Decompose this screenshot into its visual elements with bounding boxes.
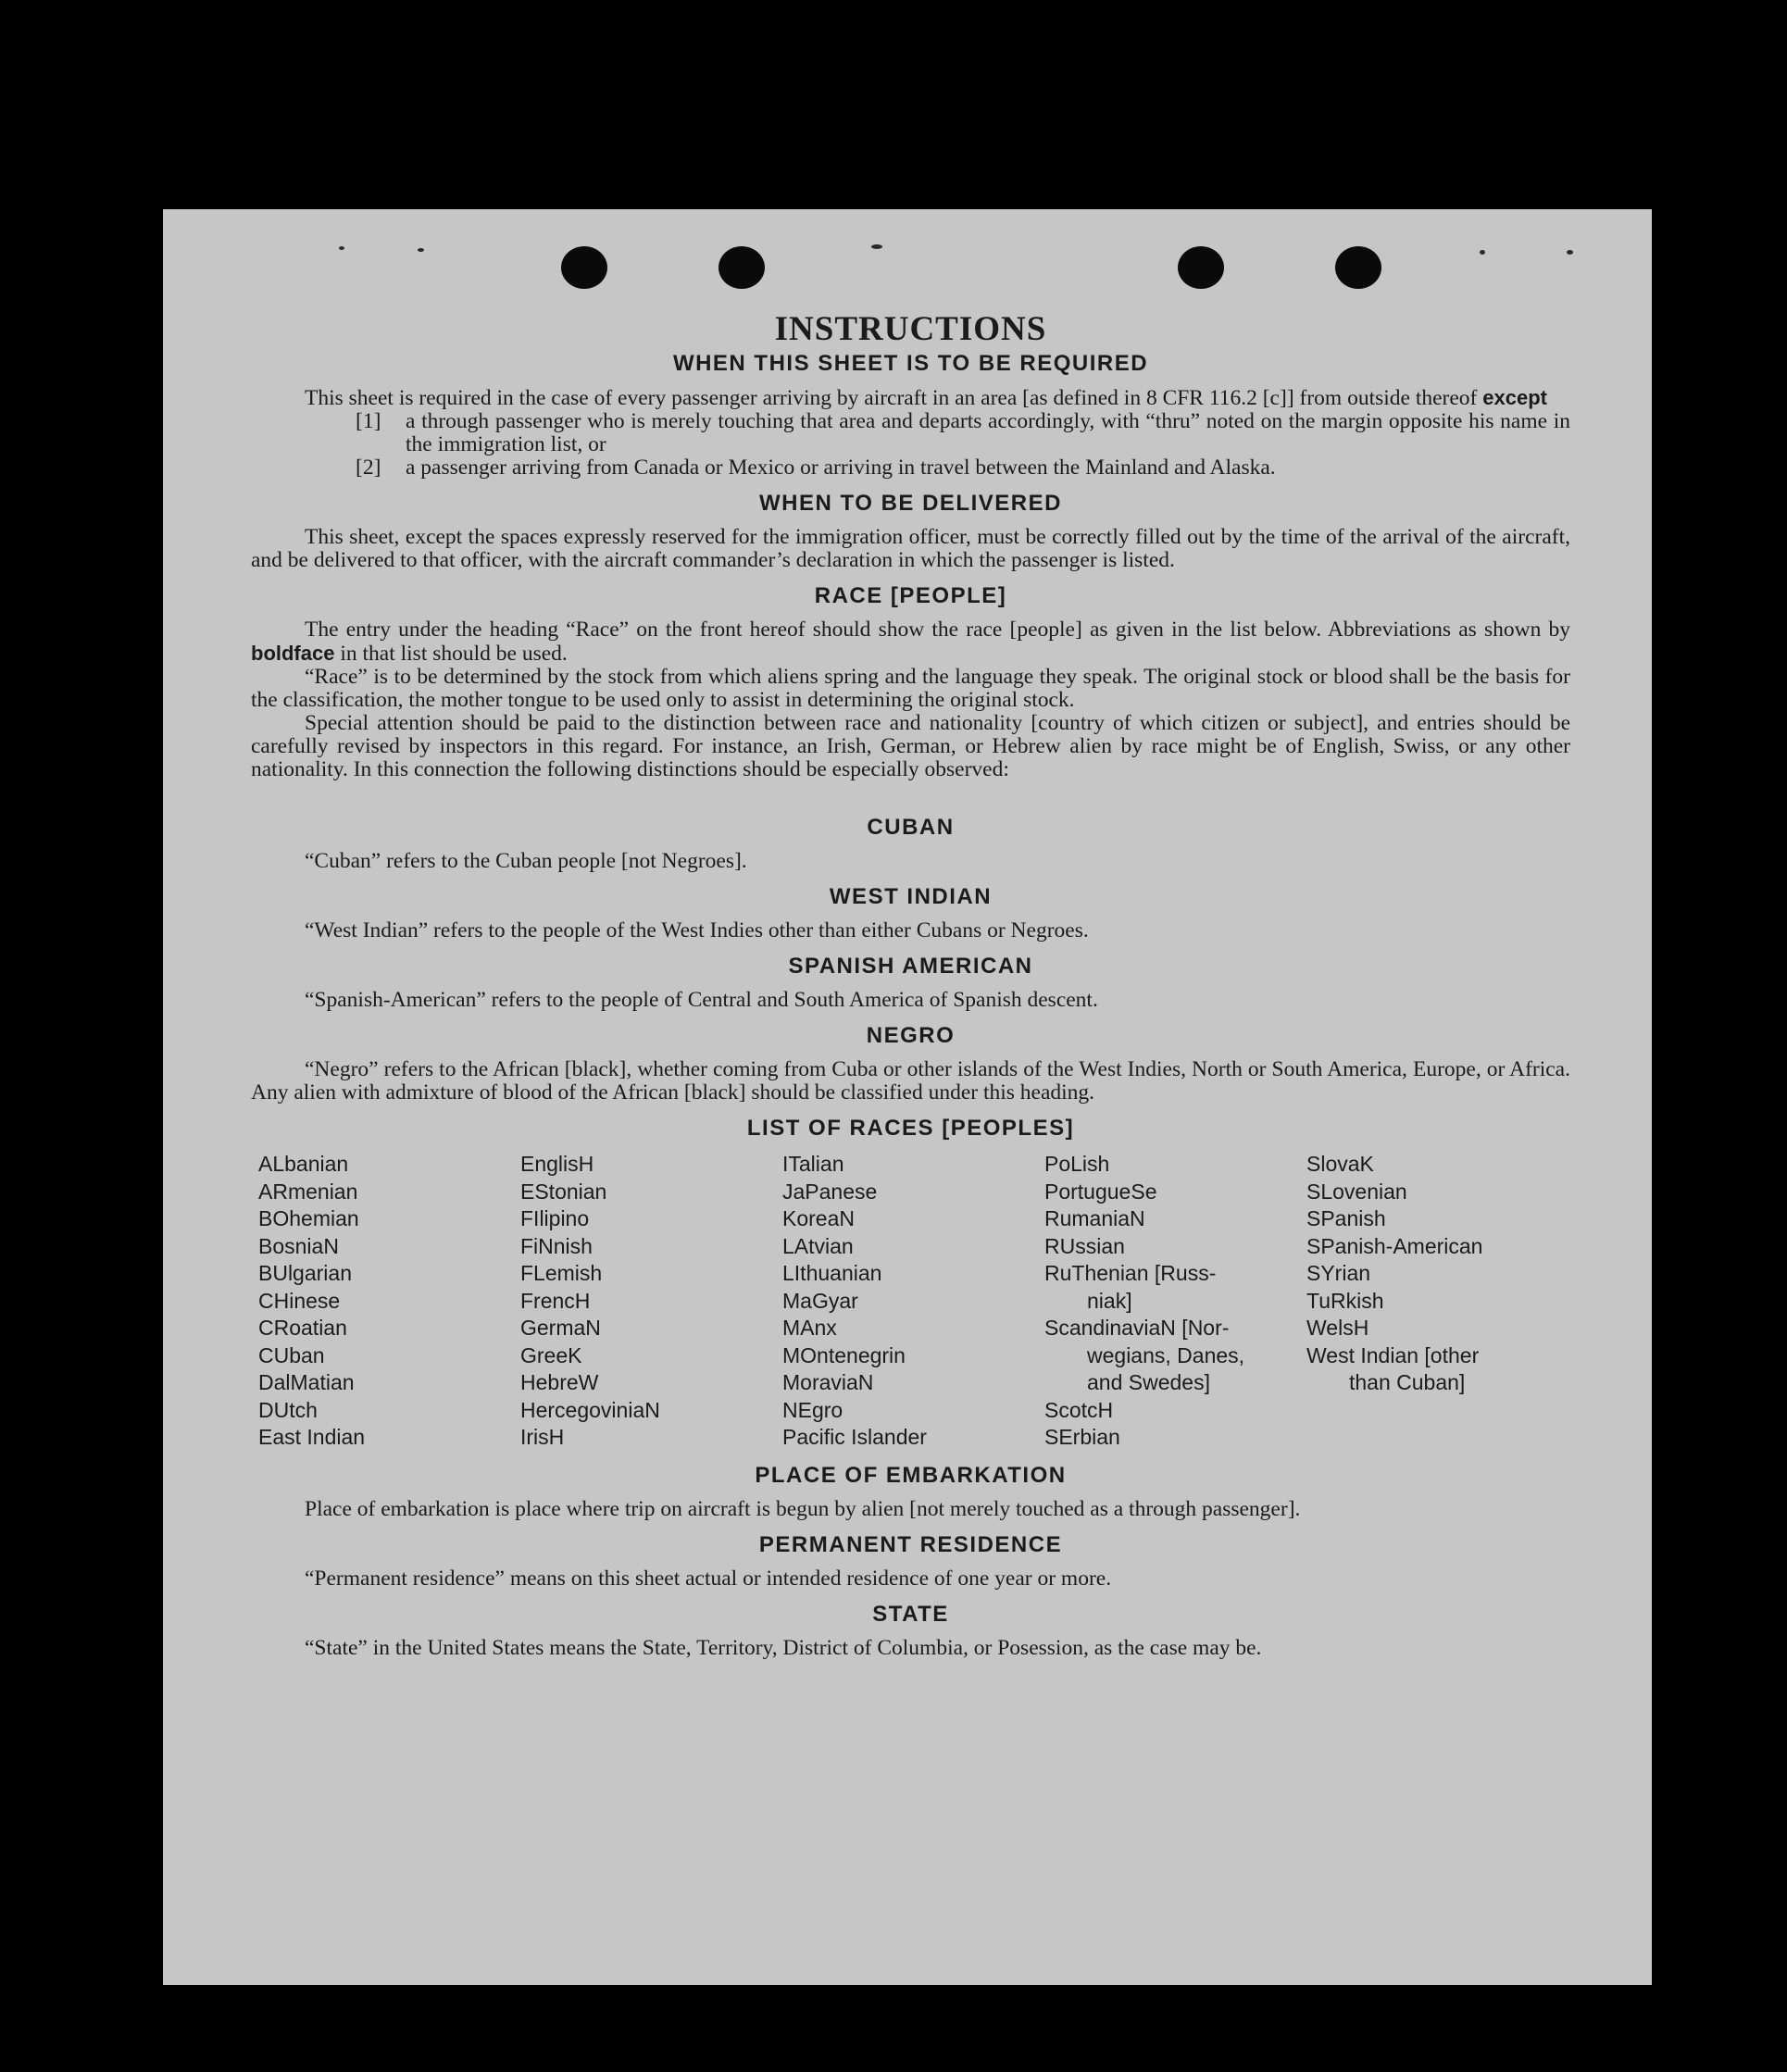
heading-spanish-american: SPANISH AMERICAN [788,954,1033,979]
exception-text: a through passenger who is merely touching that area and departs accordingly, with “thru” noted on the margin opposite his name in the immigration list, or [406,409,1570,456]
race-entry: CUban [258,1342,325,1367]
race-entry-continuation: than Cuban] [1349,1370,1466,1394]
permanent-residence-text: “Permanent residence” means on this sheet actual or intended residence of one year or more. [305,1566,1112,1591]
heading-embarkation: PLACE OF EMBARKATION [755,1462,1067,1488]
race-p1-after: in that list should be used. [340,642,568,666]
exception-number: [2] [356,456,381,480]
race-entry: HercegoviniaN [520,1397,660,1422]
paper-speck [1480,250,1485,255]
race-entry: WelsH [1306,1316,1369,1340]
when-delivered-text: This sheet, except the spaces expressly reserved for the immigration officer, must be correctly filled out by the time of the arrival of the aircraft, and be delivered to that officer, with the aircraft commander’s declaration in which the passenger is listed. [251,525,1570,572]
when-required-intro-text: This sheet is required in the case of every passenger arriving by aircraft in an area [as defined in 8 CFR 116.2 [c]] from outside thereof [305,386,1478,410]
race-entry: SPanish-American [1306,1233,1483,1258]
heading-list-of-races: LIST OF RACES [PEOPLES] [746,1116,1075,1141]
races-column-4 [1044,1151,1306,1452]
heading-state: STATE [872,1601,949,1627]
race-entry: SErbian [1044,1425,1120,1449]
race-entry: East Indian [258,1425,366,1449]
race-entry: KoreaN [782,1206,855,1230]
race-p1-before: The entry under the heading “Race” on the front hereof should show the race [people] as given in the list below. Abbreviations as shown by [305,618,1570,642]
race-entry: West Indian [other [1306,1342,1480,1367]
race-entry-continuation: niak] [1087,1288,1132,1313]
punch-hole [1335,246,1381,289]
race-entry: ScandinaviaN [Nor- [1044,1316,1230,1340]
race-entry: SlovaK [1306,1152,1374,1176]
race-entry: RumaniaN [1044,1206,1145,1230]
keyword-boldface: boldface [251,642,335,665]
heading-west-indian: WEST INDIAN [829,884,993,909]
exception-item-1 [356,410,1570,456]
heading-when-required: WHEN THIS SHEET IS TO BE REQUIRED [672,351,1149,376]
race-entry-continuation: wegians, Danes, [1087,1342,1245,1367]
race-entry: DUtch [258,1397,318,1422]
race-entry: BOhemian [258,1206,359,1230]
race-entry: FrencH [520,1288,591,1313]
race-entry: LAtvian [782,1233,854,1258]
race-entry: PortugueSe [1044,1179,1157,1204]
race-entry: Pacific Islander [782,1425,927,1449]
instructions-content [251,309,1570,1660]
instructions-title: INSTRUCTIONS [774,310,1047,348]
state-text: “State” in the United States means the State, Territory, District of Columbia, or Posession, as the case may be. [305,1635,1262,1660]
race-entry: ARmenian [258,1179,358,1204]
race-entry: LIthuanian [782,1261,882,1285]
heading-negro: NEGRO [866,1023,956,1048]
heading-permanent-residence: PERMANENT RESIDENCE [758,1531,1063,1557]
exception-list [356,410,1570,480]
race-entry: GermaN [520,1316,601,1340]
race-entry: RUssian [1044,1233,1125,1258]
document-sheet [163,209,1652,1985]
race-entry: BosniaN [258,1233,339,1258]
race-entry: FIlipino [520,1206,590,1230]
spanish-american-text: “Spanish-American” refers to the people of Central and South America of Spanish descent. [305,988,1098,1012]
when-required-intro [251,386,1570,410]
heading-cuban: CUBAN [867,815,955,840]
race-entry: FLemish [520,1261,603,1285]
race-entry: DalMatian [258,1370,355,1394]
race-entry: PoLish [1044,1152,1110,1176]
race-entry: CRoatian [258,1316,347,1340]
races-column-1 [258,1151,520,1452]
race-entry: ITalian [782,1152,844,1176]
race-entry: IrisH [520,1425,565,1449]
race-entry-continuation: and Swedes] [1087,1370,1210,1394]
punch-hole [1178,246,1224,289]
heading-race: RACE [PEOPLE] [814,583,1007,608]
punch-hole [561,246,607,289]
race-entry: EStonian [520,1179,607,1204]
race-paragraph-2: “Race” is to be determined by the stock from which aliens spring and the language they speak. The original stock or blood shall be the basis for the classification, the mother tongue to be used only to assist in determining the original stock. [251,665,1570,712]
paper-speck [418,248,424,252]
race-entry: HebreW [520,1370,599,1394]
race-entry: SPanish [1306,1206,1386,1230]
race-entry: MAnx [782,1316,837,1340]
heading-when-delivered: WHEN TO BE DELIVERED [759,491,1062,516]
race-entry: MoraviaN [782,1370,874,1394]
keyword-except: except [1482,386,1547,409]
race-paragraph-3: Special attention should be paid to the distinction between race and nationality [country of which citizen or subject], and entries should be carefully revised by inspectors in this regard. For instance, an Irish, German, or Hebrew alien by race might be of English, Swiss, or any other nationality. In this connection the following distinctions should be especially observed: [251,711,1570,781]
races-column-5 [1306,1151,1578,1452]
paper-speck [871,244,882,249]
paper-speck [1567,250,1573,255]
race-entry: FiNnish [520,1233,593,1258]
races-table [258,1151,1570,1452]
embarkation-text: Place of embarkation is place where trip on aircraft is begun by alien [not merely touched as a through passenger]. [305,1496,1301,1521]
race-entry: CHinese [258,1288,341,1313]
races-column-2 [520,1151,782,1452]
paper-speck [339,246,344,250]
race-entry: EnglisH [520,1152,594,1176]
race-entry: JaPanese [782,1179,878,1204]
race-entry: TuRkish [1306,1288,1384,1313]
west-indian-text: “West Indian” refers to the people of the West Indies other than either Cubans or Negroes. [305,918,1089,942]
race-entry: RuThenian [Russ- [1044,1261,1217,1285]
race-entry: SLovenian [1306,1179,1407,1204]
race-entry: ALbanian [258,1152,349,1176]
race-entry: NEgro [782,1397,844,1422]
race-entry: MaGyar [782,1288,858,1313]
race-paragraph-1 [251,618,1570,666]
cuban-text: “Cuban” refers to the Cuban people [not Negroes]. [305,849,747,873]
race-entry: GreeK [520,1342,582,1367]
spacer [251,781,1570,804]
negro-text: “Negro” refers to the African [black], whether coming from Cuba or other islands of the West Indies, North or South America, Europe, or Africa. Any alien with admixture of blood of the African [black] should be classified under this heading. [251,1057,1570,1105]
exception-item-2 [356,456,1570,480]
exception-number: [1] [356,409,381,433]
races-column-3 [782,1151,1044,1452]
punch-hole [719,246,765,289]
race-entry: ScotcH [1044,1397,1114,1422]
exception-text: a passenger arriving from Canada or Mexico or arriving in travel between the Mainland and Alaska. [406,456,1276,480]
race-entry: BUlgarian [258,1261,352,1285]
race-entry: MOntenegrin [782,1342,906,1367]
race-entry: SYrian [1306,1261,1371,1285]
